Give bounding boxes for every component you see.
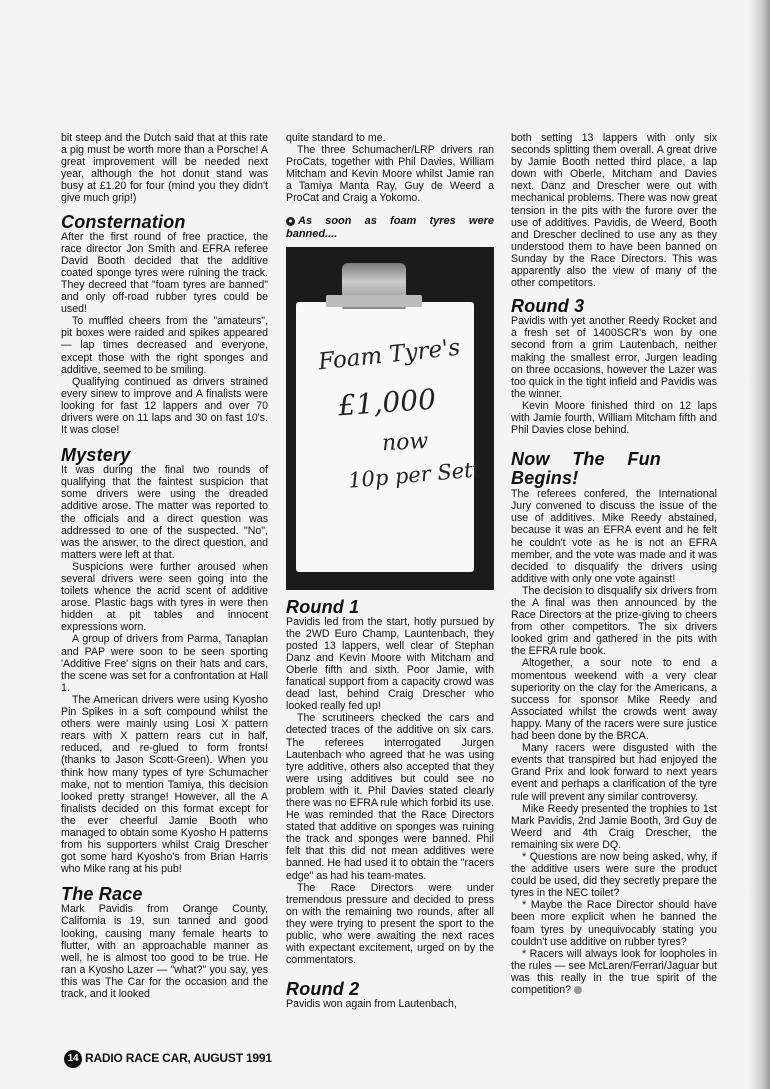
sign-line-2: £1,000	[336, 382, 437, 422]
heading-round-2: Round 2	[286, 979, 360, 1000]
col3-para: Altogether, a sour note to end a momentous weekend with a very clear superiority on the clay for the Americans, a success for sponsor Mike Reedy and Associated whilst the crowds went away happy. Many of the racers were sure justice had been done by the BRCA.	[511, 657, 717, 743]
col2-para: The three Schumacher/LRP drivers ran ProCats, together with Phil Davies, William Mitcham and Kevin Moore whilst Jamie ran a Tamiya Manta Ray, Guy de Weerd a ProCat and Craig a Yokomo.	[286, 144, 494, 205]
page-number: 14	[64, 1050, 82, 1068]
page-edge-shadow	[748, 0, 770, 1089]
col3-bullet: * Maybe the Race Director should have been more explicit when he banned the foam tyres by unequivocably stating you couldn't use additive on rubber tyres?	[511, 899, 717, 948]
heading-mystery: Mystery	[61, 445, 131, 466]
sign-line-4: 10p per Sett	[347, 456, 482, 493]
col1-para: Qualifying continued as drivers strained every sinew to improve and A finalists were looking for fast 12 lappers and over 70 drivers were on 11 laps and 30 on fast 10's. It was close!	[61, 375, 268, 437]
heading-the-race: The Race	[61, 884, 143, 905]
end-of-article-icon	[574, 986, 582, 994]
col3-para: Mike Reedy presented the trophies to 1st Mark Pavidis, 2nd Jamie Booth, 3rd Guy de Weerd and 4th Craig Drescher, the remaining six were DQ.	[511, 802, 717, 851]
col1-intro: bit steep and the Dutch said that at this rate a pig must be worth more than a Porsche! A great improvement will be needed next year, although the hot donut stand was busy at £1.20 for four (mind you they didn't give much grip!)	[61, 132, 268, 205]
col3-bullet-text: * Racers will always look for loopholes in the rules — see McLaren/Ferrari/Jaguar but was this really in the true spirit of the competition?	[511, 947, 717, 996]
col3-para: Kevin Moore finished third on 12 laps with Jamie fourth, William Mitcham fifth and Phil Davies close behind.	[511, 399, 717, 437]
col2-para: The scrutineers checked the cars and detected traces of the additive on six cars. The referees interrogated Jurgen Lautenbach who agreed that he was using tyre additive, others also accepted that they were using additives but could see no problem with it. Phil Davies stated clearly there was no EFRA rule which forbid its use. He was reminded that the Race Directors stated that additive on sponges was ruining the track and sponges were banned. Phil felt that this did not mean additives were banned. He had used it to obtain the "racers edge" as had his team-mates.	[286, 712, 494, 882]
col2-intro: quite standard to me.	[286, 132, 386, 144]
page-footer	[64, 1050, 272, 1068]
col1-para: A group of drivers from Parma, Tanaplan and PAP were soon to be seen sporting 'Additive Free' signs on their hats and cars, the scene was set for a confrontation at Hall 1.	[61, 633, 268, 694]
col1-para: After the first round of free practice, the race director Jon Smith and EFRA referee David Booth decided that the additive coated sponge tyres were ruining the track. They decreed that "foam tyres are banned" and only off-road rubber tyres could be used!	[61, 230, 268, 316]
clipboard-clip-bar	[326, 295, 422, 307]
col3-para: Pavidis with yet another Reedy Rocket and a fresh set of 1400SCR's won by one second from a grim Lautenbach, neither making the smallest error, Jurgen leading on three occasions, however the Lazer was too quick in the tight infield and Pavidis was the winner.	[511, 315, 717, 400]
col2-para: Pavidis led from the start, hotly pursued by the 2WD Euro Champ, Launtenbach, they posted 13 lappers, well clear of Stephan Danz and Kevin Moore with Mitcham and Oberle fifth and sixth. Poor Jamie, with fanatical support from a capacity crowd was dead last, behind Craig Drescher who looked really fed up!	[286, 615, 494, 713]
heading-consternation: Consternation	[61, 211, 186, 232]
col3-bullet: * Questions are now being asked, why, if the additive users were sure the product could be used, did they secretly prepare the tyres in the NEC toilet?	[511, 850, 717, 900]
col3-para: The decision to disqualify six drivers from the A final was then announced by the Race Directors at the prize-giving to cheers from other competitors. The six drivers looked grim and gathered in the pits with the EFRA rule book.	[511, 584, 717, 658]
col3-bullet	[511, 948, 717, 996]
sign-line-3: now	[381, 428, 429, 456]
col1-para: It was during the final two rounds of qualifying that the faintest suspicion that some drivers were using the dreaded additive arose. The matter was reported to the officials and a direct question was addressed to one of the suspected. "No", was the answer, to the direct question, and matters were left at that.	[61, 464, 268, 561]
col3-para: Many racers were disgusted with the events that transpired but had enjoyed the Grand Prix and look forward to next years event and perhaps a clarification of the tyre rule will prevent any similar controversy.	[511, 742, 717, 803]
column-3	[511, 132, 717, 996]
col3-intro: both setting 13 lappers with only six seconds splitting them overall. A great drive by Jamie Booth netted third place, a lap down with Oberle, Mitcham and Davies next. Danz and Drescher were out with mechanical problems. There was now great tension in the pits with the furore over the use of additives. Pavidis, de Weerd, Booth and Drescher declined to use any as they understood them to have been banned on Sunday by the Race Directors. This was apparently also the view of many of the other competitors.	[511, 132, 717, 290]
camera-icon: ●	[286, 217, 295, 226]
clipboard-photo	[286, 247, 494, 590]
column-2	[286, 132, 494, 1010]
col3-para: The referees confered, the International Jury convened to discuss the issue of the use of additives. Mike Reedy abstained, because it was an EFRA event and he felt he couldn't vote as he is not an EFRA member, and the vote was made and it was decided to disqualify the drivers using additive with only one vote against!	[511, 488, 717, 585]
col1-para: To muffled cheers from the "amateurs", pit boxes were raided and spikes appeared — lap times decreased and everyone, except those with the right sponges and additive, seemed to be smiling.	[61, 315, 268, 376]
col1-para: Suspicions were further aroused when several drivers were seen going into the toilets whence the acrid scent of additive arose. Plastic bags with tyres in were then hidden at pit tables and innocent expressions worn.	[61, 560, 268, 634]
column-1	[61, 132, 268, 1000]
sign-line-1: Foam Tyre's	[317, 334, 462, 375]
heading-now-the-fun-begins: Now The Fun Begins!	[511, 449, 661, 489]
col2-para: Pavidis won again from Lautenbach,	[286, 998, 457, 1011]
col1-para: Mark Pavidis from Orange County, California is 19, sun tanned and good looking, causing many female hearts to flutter, with an approachable manner as well, he is almost too good to be true. He ran a Kyosho Lazer — "what?" you say, yes this was The Car for the occasion and the track, and it looked	[61, 903, 268, 1000]
col2-para: The Race Directors were under tremendous pressure and decided to press on with the remaining two rounds, after all they were trying to present the sport to the public, who were awaiting the next races with expectant excitement, urged on by the commentators.	[286, 881, 494, 967]
caption-text: As soon as foam tyres were banned....	[286, 214, 494, 240]
heading-round-3: Round 3	[511, 296, 585, 317]
photo-caption	[286, 215, 494, 241]
heading-round-1: Round 1	[286, 596, 360, 617]
footer-text: RADIO RACE CAR, AUGUST 1991	[85, 1051, 272, 1066]
col1-para: The American drivers were using Kyosho Pin Spikes in a soft compound whilst the others were mainly using Losi X pattern rears with X pattern rears cut in half, reduced, and re-glued to form fronts! (thanks to Jason Scott-Green). When you think how many types of tyre Schumacher make, not to mention Tamiya, this decision looked pretty strange! However, all the A finalists decided on this format except for the ever cheerful Jamie Booth who managed to obtain some Kyosho H patterns from his supporters whilst Craig Drescher got some hard Kyosho's from Brian Harris who Mike rang at his pub!	[61, 693, 268, 876]
